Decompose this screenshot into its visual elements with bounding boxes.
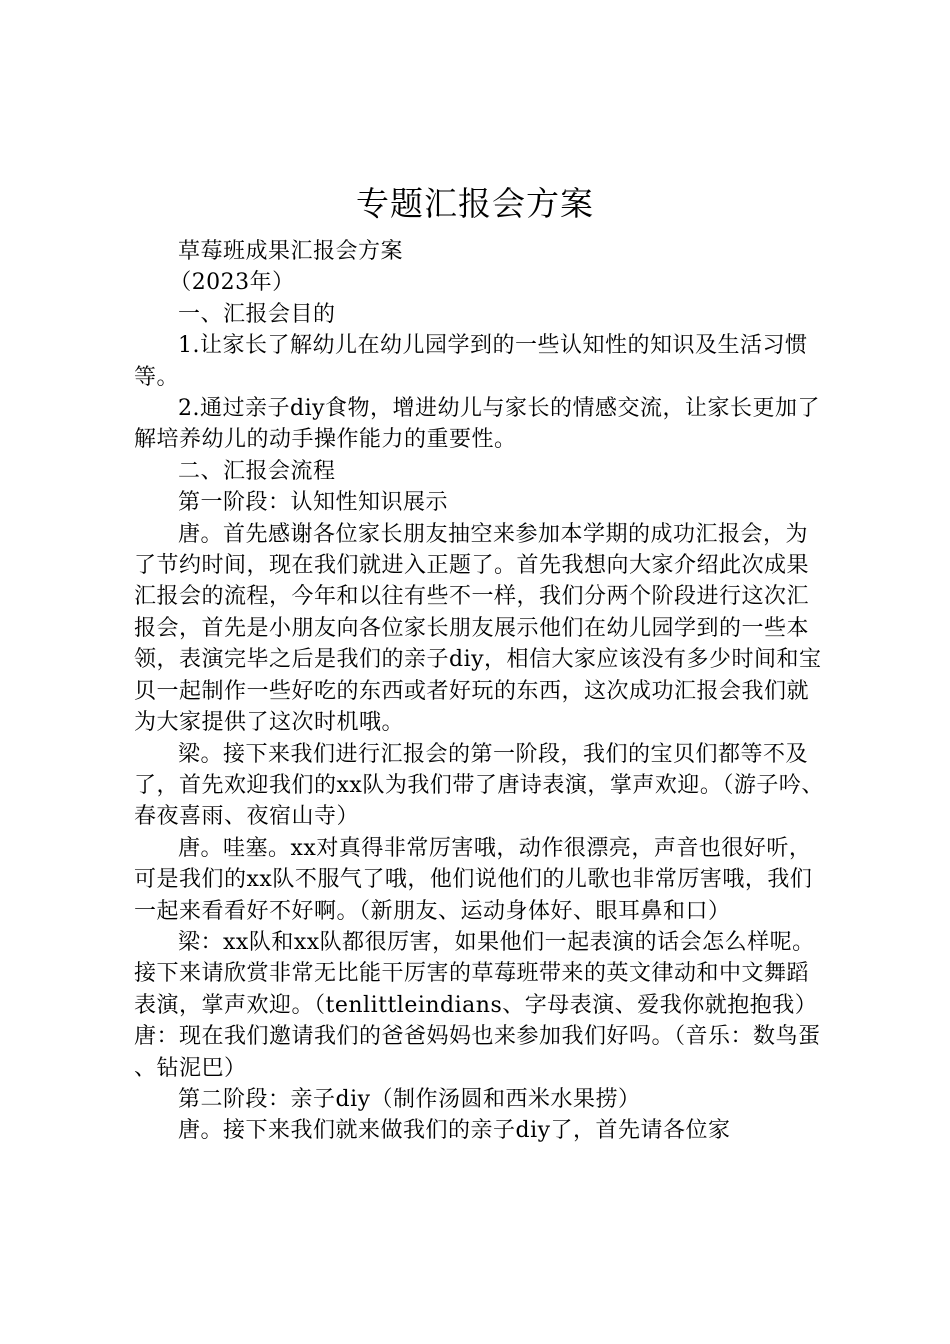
paragraph-liang-1: 梁。接下来我们进行汇报会的第一阶段，我们的宝贝们都等不及了，首先欢迎我们的xx队为我们带了唐诗表演，掌声欢迎。（游子吟、春夜喜雨、夜宿山寺） (134, 741, 824, 830)
paragraph-purpose-2: 2.通过亲子diy食物，增进幼儿与家长的情感交流，让家长更加了解培养幼儿的动手操作能力的重要性。 (134, 396, 821, 453)
paragraph-purpose-1: 1.让家长了解幼儿在幼儿园学到的一些认知性的知识及生活习惯等。 (134, 333, 808, 390)
section-heading-process: 二、汇报会流程 (178, 458, 336, 484)
page-title: 专题汇报会方案 (356, 184, 594, 223)
stage-heading-2: 第二阶段：亲子diy（制作汤圆和西米水果捞） (178, 1086, 641, 1112)
paragraph-year: （2023年） (169, 270, 295, 296)
paragraph-liang-2: 梁：xx队和xx队都很厉害，如果他们一起表演的话会怎么样呢。接下来请欣赏非常无比能干厉害的草莓班带来的英文律动和中文舞蹈表演，掌声欢迎。（tenlittleindians、字母表演、爱我你就抱抱我）唐：现在我们邀请我们的爸爸妈妈也来参加我们好吗。（音乐：数鸟蛋、钻泥巴） (134, 929, 821, 1081)
paragraph-subtitle: 草莓班成果汇报会方案 (178, 239, 404, 264)
paragraph-tang-3: 唐。接下来我们就来做我们的亲子diy了，首先请各位家 (178, 1118, 731, 1144)
paragraph-tang-2: 唐。哇塞。xx对真得非常厉害哦，动作很漂亮，声音也很好听，可是我们的xx队不服气了哦，他们说他们的儿歌也非常厉害哦，我们一起来看看好不好啊。（新朋友、运动身体好、眼耳鼻和口） (134, 835, 813, 924)
document-body (134, 236, 824, 1147)
paragraph-tang-intro: 唐。首先感谢各位家长朋友抽空来参加本学期的成功汇报会，为了节约时间，现在我们就进入正题了。首先我想向大家介绍此次成果汇报会的流程，今年和以往有些不一样，我们分两个阶段进行这次汇报会，首先是小朋友向各位家长朋友展示他们在幼儿园学到的一些本领，表演完毕之后是我们的亲子diy，相信大家应该没有多少时间和宝贝一起制作一些好吃的东西或者好玩的东西，这次成功汇报会我们就为大家提供了这次时机哦。 (134, 521, 822, 736)
stage-heading-1: 第一阶段：认知性知识展示 (178, 490, 449, 516)
section-heading-purpose: 一、汇报会目的 (178, 301, 336, 327)
